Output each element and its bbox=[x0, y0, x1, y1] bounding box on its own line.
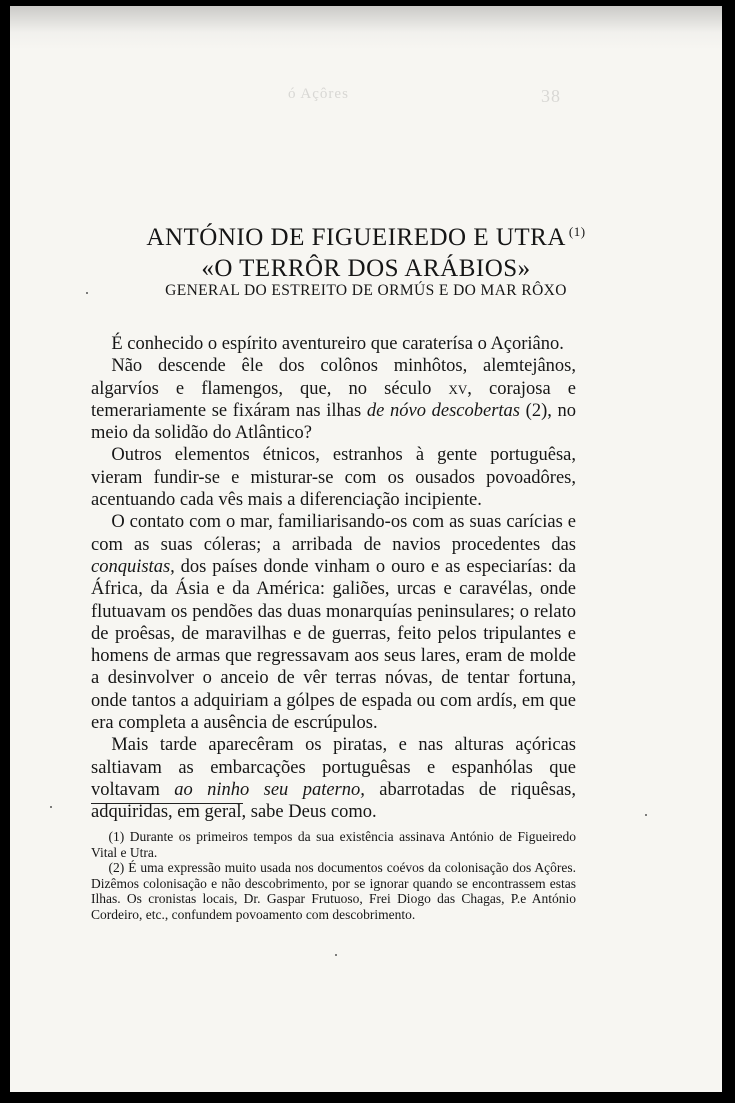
paper-speck bbox=[335, 954, 337, 956]
paragraph-4-text-a: O contato com o mar, familiarisando-os com as suas carícias e com as suas cóleras; a arribada de navios procedentes das bbox=[91, 512, 576, 555]
bleed-through-page-number: 38 bbox=[541, 86, 561, 106]
paragraph-2-text-c: (2), no meio da solidão do Atlântico? bbox=[91, 400, 577, 444]
bleed-through-text: ó Açôres bbox=[288, 86, 349, 102]
footnote-ref-1[interactable]: (1) bbox=[568, 224, 586, 239]
footnote-2: (2) É uma expressão muito usada nos documentos coévos da colonisação dos Açôres. Dizêmos colonisação e não descobrimento, por se ignorar quando se encontrassem estas Ilhas. Os cronistas locais, Dr. Gaspar Frutuoso, Frei Diogo das Chagas, P.e António Cordeiro, etc., confundem povoamento com descobrimento. bbox=[91, 860, 576, 922]
paragraph-2 bbox=[91, 355, 576, 444]
chapter-epithet: GENERAL DO ESTREITO DE ORMÚS E DO MAR RÔXO bbox=[165, 282, 567, 299]
paragraph-3: Outros elementos étnicos, estranhos à gente portuguêsa, vieram fundir-se e misturar-se com os ousados povoadôres, acentuando cada vês mais a diferenciação incipiente. bbox=[91, 445, 576, 511]
paragraph-4-italic: conquistas, bbox=[91, 556, 175, 577]
body-text bbox=[91, 333, 576, 824]
paragraph-2-italic: de nóvo descobertas bbox=[366, 400, 520, 421]
paragraph-4-text-b: dos países donde vinham o ouro e as especiarías: da África, da Ásia e da América: galiões, urcas e caravélas, onde flutuavam os pendões das duas monarquías peninsulares; o relato de proêsas, de maravilhas e de guerras, feito pelos tripulantes e homens de armas que regressavam aos seus lares, eram de molde a desinvolver o anceio de vêr terras nóvas, de tentar fortuna, onde tantos a adquiriam a gólpes de espada ou com ardís, em que era completa a ausência de escrúpulos. bbox=[91, 556, 576, 734]
paragraph-5-italic: ao ninho seu paterno, bbox=[174, 779, 365, 800]
page-top-shadow bbox=[10, 6, 722, 50]
footnote-1: (1) Durante os primeiros tempos da sua existência assinava António de Figueiredo Vital e Utra. bbox=[91, 829, 576, 860]
paragraph-5-text-b: abarrotadas de riquêsas, adquiridas, em geral, sabe Deus como. bbox=[91, 779, 576, 823]
chapter-title bbox=[10, 224, 722, 252]
paragraph-2-text-a: Não descende êle dos colônos minhôtos, alemtejânos, algarvíos e flamengos, que, no século bbox=[91, 356, 576, 399]
paragraph-2-text-b: , corajosa e temerariamente se fixáram nas ilhas bbox=[91, 378, 576, 421]
paragraph-4 bbox=[91, 511, 576, 734]
footnote-separator bbox=[91, 803, 243, 804]
paper-speck bbox=[50, 806, 52, 808]
chapter-subtitle: «O TERRÔR DOS ARÁBIOS» bbox=[201, 255, 531, 282]
century-numeral: xv bbox=[448, 378, 468, 399]
paper-speck bbox=[86, 292, 88, 294]
paragraph-5-text-a: Mais tarde aparecêram os piratas, e nas alturas açóricas saltiavam as embarcações portuguêsas e espanhólas que voltavam bbox=[91, 735, 576, 800]
paragraph-1: É conhecido o espírito aventureiro que caraterísa o Açoriâno. bbox=[111, 334, 564, 354]
book-page bbox=[10, 6, 722, 1092]
paragraph-5 bbox=[91, 734, 576, 823]
chapter-title-text: ANTÓNIO DE FIGUEIREDO E UTRA bbox=[146, 224, 566, 251]
footnotes bbox=[91, 829, 576, 923]
paper-speck bbox=[645, 814, 647, 816]
